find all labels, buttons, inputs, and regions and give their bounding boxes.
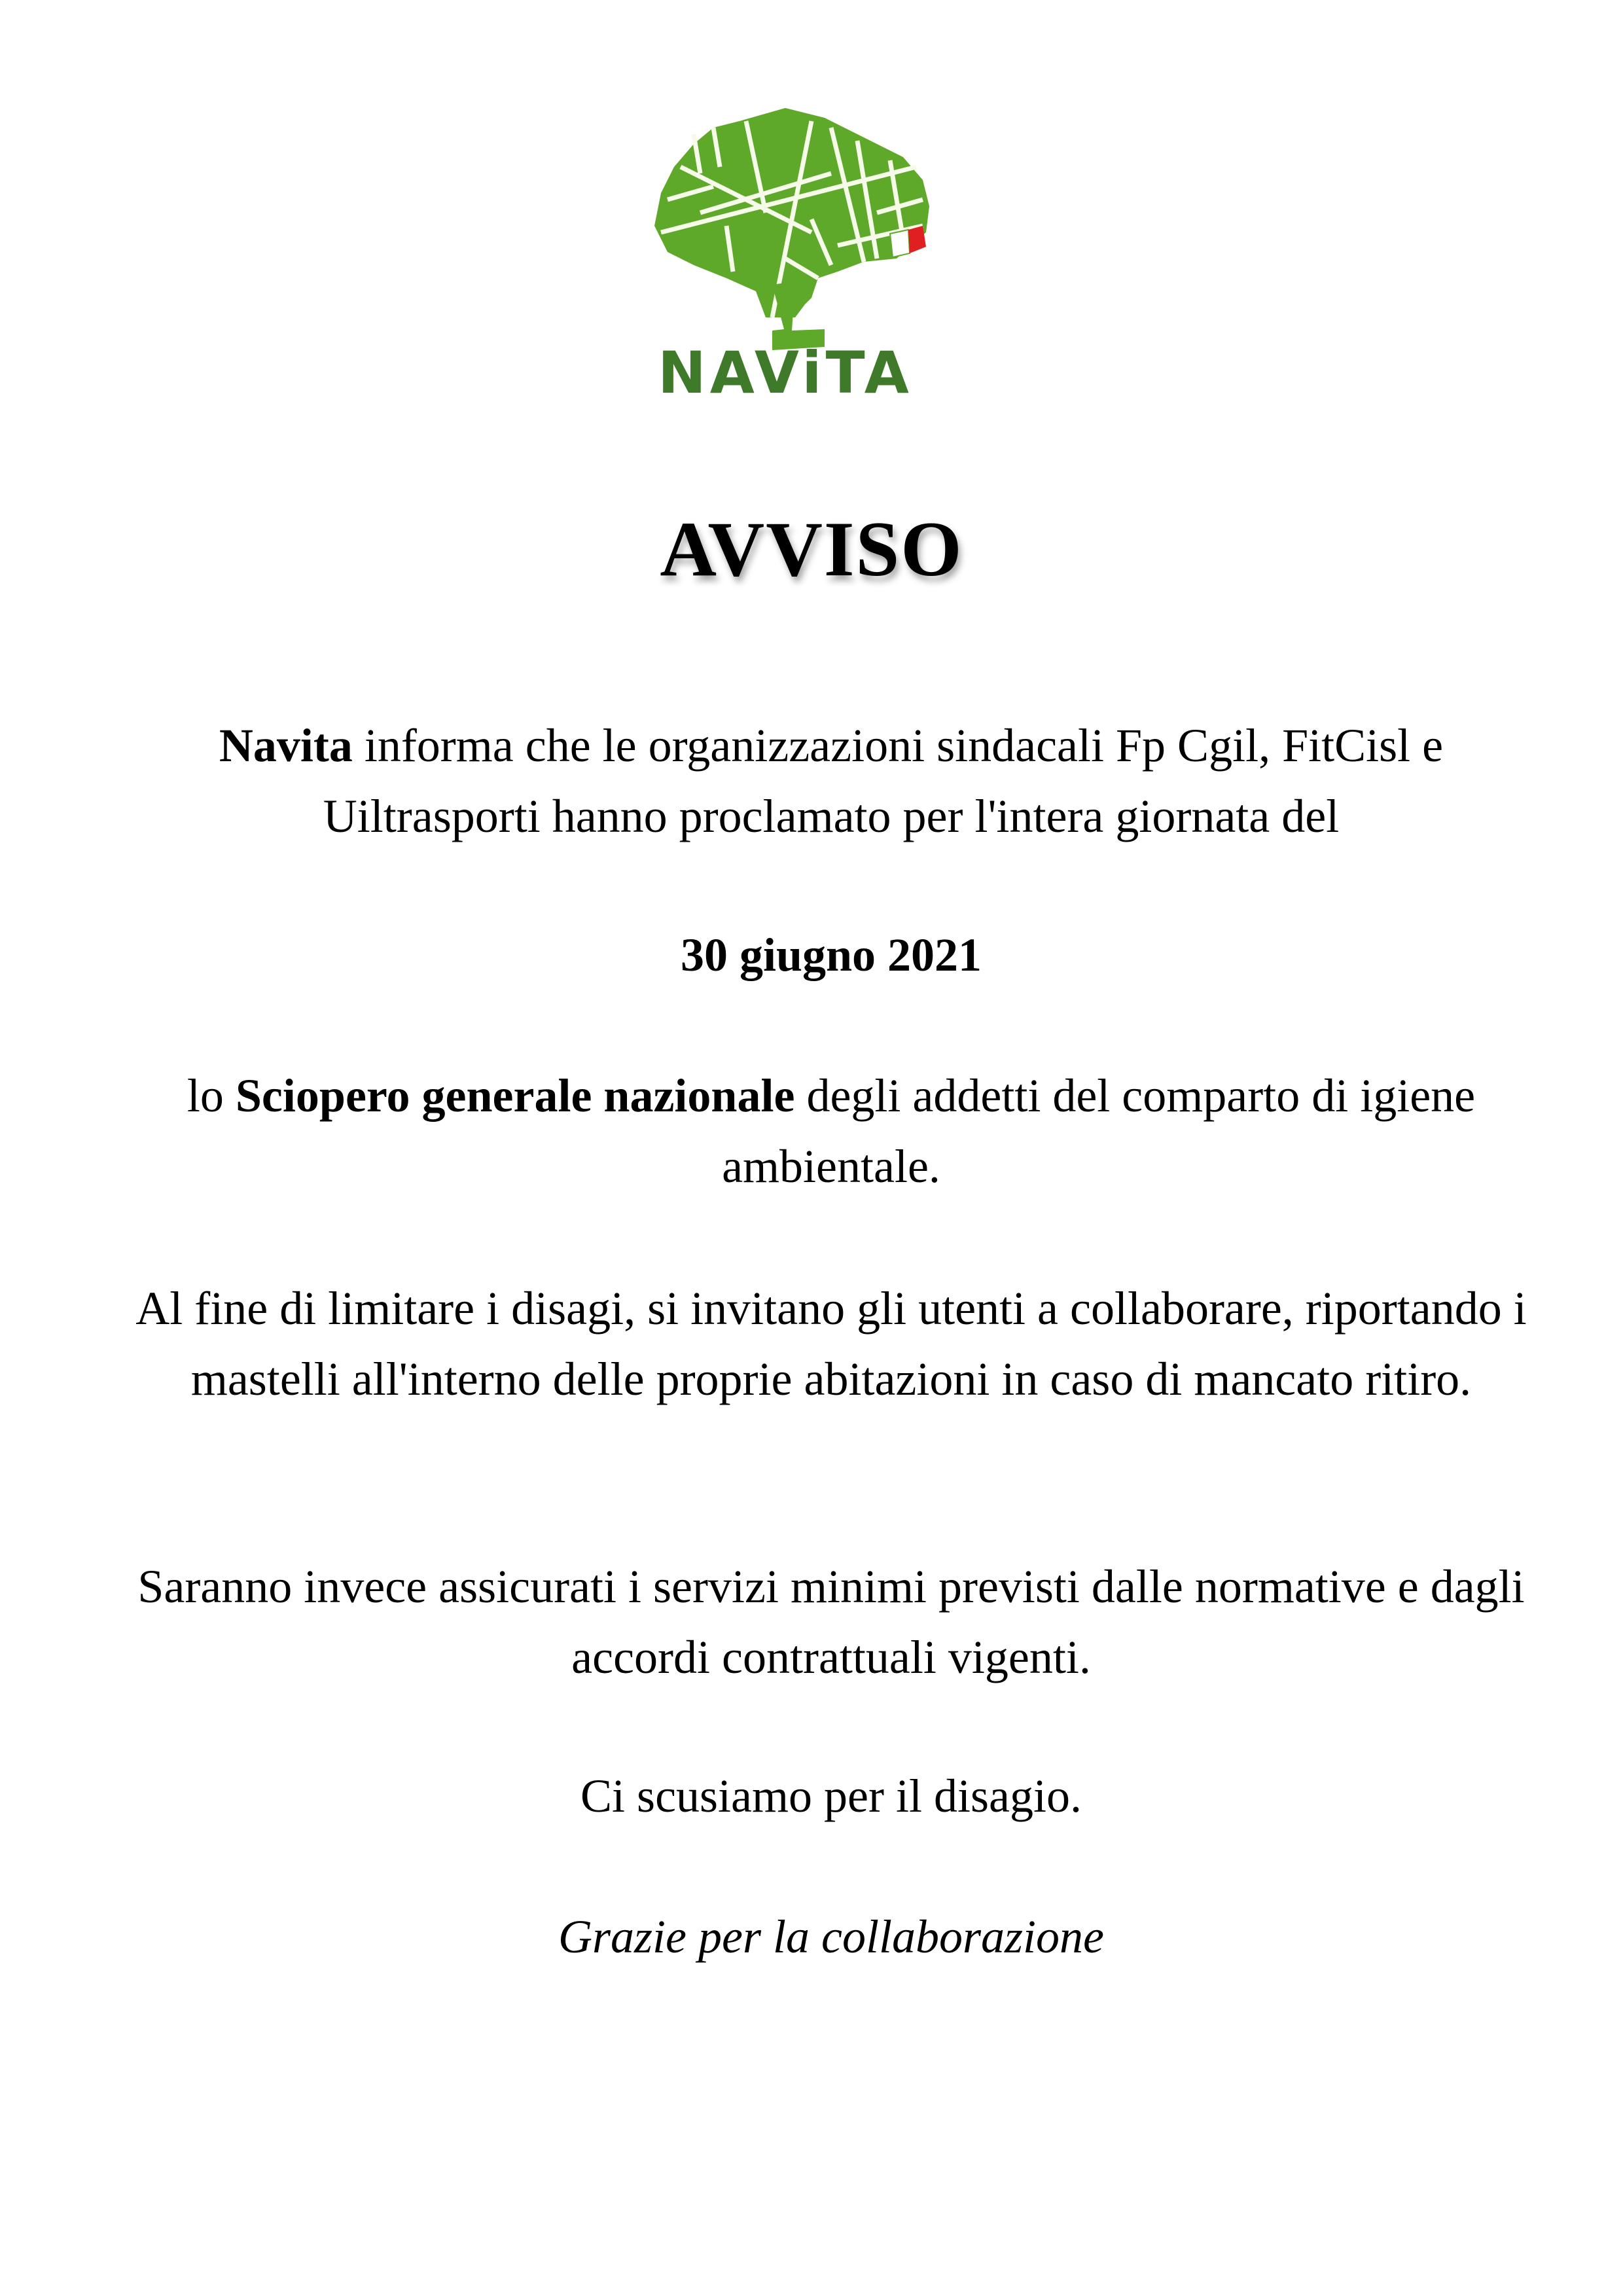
company-name: Navita [219, 719, 353, 772]
intro-text: informa che le organizzazioni sindacali Fp Cgil, FitCisl e Uiltrasporti hanno proclamato per l'intera giornata del [323, 719, 1444, 842]
page-title: AVVISO [660, 505, 963, 592]
strike-date: 30 giugno 2021 [680, 929, 982, 981]
logo-wordmark: NAViTA [658, 339, 913, 406]
services-paragraph: Saranno invece assicurati i servizi minimi previsti dalle normative e dagli accordi contrattuali vigenti. [137, 1560, 1525, 1683]
strike-suffix: degli addetti del comparto di igiene ambientale. [722, 1069, 1476, 1193]
strike-paragraph [131, 1060, 1531, 1202]
navita-logo [615, 82, 955, 409]
intro-paragraph [131, 710, 1531, 852]
tree-map-logo-icon [615, 82, 955, 409]
request-paragraph: Al fine di limitare i disagi, si invitano gli utenti a collaborare, riportando i mastelli all'interno delle proprie abitazioni in caso di mancato ritiro. [135, 1282, 1527, 1405]
strike-prefix: lo [187, 1069, 236, 1122]
strike-title: Sciopero generale nazionale [235, 1069, 795, 1122]
apology-text: Ci scusiamo per il disagio. [580, 1770, 1082, 1822]
thanks-text: Grazie per la collaborazione [558, 1910, 1104, 1963]
